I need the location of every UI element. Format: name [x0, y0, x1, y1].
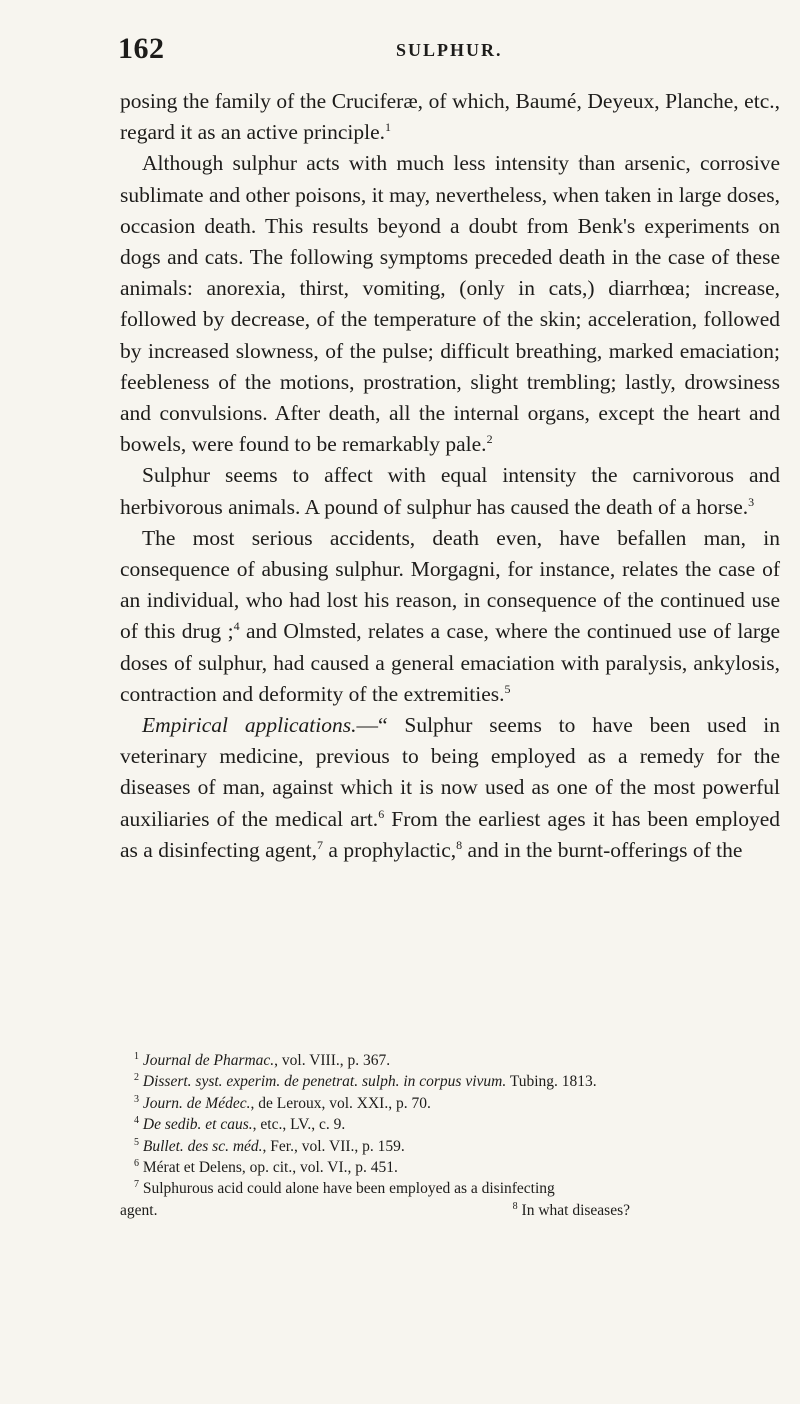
- footnote-ref-1: 1: [385, 120, 392, 135]
- footnote-marker-5: 5: [134, 1136, 139, 1148]
- footnote-5-text: , Fer., vol. VII., p. 159.: [262, 1137, 405, 1155]
- footnote-marker-2: 2: [134, 1072, 139, 1084]
- paragraph-1: [120, 86, 780, 148]
- paragraph-4-text-a: The most serious accidents, death even, have befallen man, in consequence of abusing sulphur. Morgagni, for instance, relates the case of an individual, who had lost his reason, in consequence of the continued use of this drug ;: [120, 525, 780, 644]
- paragraph-3-text: Sulphur seems to affect with equal intensity the carnivorous and herbivorous animals. A pound of sulphur has caused the death of a horse.: [120, 463, 780, 519]
- page-number: 162: [118, 32, 165, 65]
- paragraph-5-text-d: and in the burnt-offerings of the: [462, 837, 743, 862]
- section-heading: Empirical applications.: [142, 713, 357, 738]
- footnote-8: [513, 1200, 780, 1221]
- body-text: [120, 86, 780, 866]
- footnote-1-title: Journal de Pharmac.: [142, 1052, 275, 1069]
- footnote-6: [120, 1157, 780, 1178]
- footnote-ref-3: 3: [748, 494, 755, 509]
- footnote-ref-6: 6: [378, 806, 385, 821]
- paragraph-5: [120, 710, 780, 866]
- footnote-3-text: , de Leroux, vol. XXI., p. 70.: [250, 1094, 431, 1112]
- footnote-4-text: , etc., LV., c. 9.: [252, 1116, 346, 1134]
- footnote-5-title: Bullet. des sc. méd.: [142, 1137, 263, 1155]
- paragraph-3: [120, 460, 780, 522]
- paragraph-5-text-c: a prophylactic,: [323, 837, 457, 862]
- footnote-2-title: Dissert. syst. experim. de penetrat. sulph. in corpus vivum.: [142, 1073, 507, 1091]
- footnote-7-text: Sulphurous acid could alone have been employed as a disinfecting: [142, 1180, 555, 1198]
- footnote-ref-8: 8: [456, 837, 463, 852]
- footnote-2: [120, 1071, 780, 1092]
- footnote-7: [120, 1178, 780, 1199]
- footnote-ref-7: 7: [317, 837, 324, 852]
- page-header: [118, 32, 778, 72]
- footnote-7-continuation: agent.: [120, 1201, 158, 1219]
- footnote-row-last: [120, 1200, 780, 1221]
- footnote-4: [120, 1114, 780, 1135]
- paragraph-2: [120, 148, 780, 460]
- footnote-3-title: Journ. de Médec.: [142, 1094, 251, 1112]
- footnotes: [120, 1050, 780, 1221]
- paragraph-4-text-b: and Olmsted, relates a case, where the continued use of large doses of sulphur, had caused a general emaciation with paralysis, ankylosis, contraction and deformity of the extremities.: [120, 619, 780, 706]
- footnote-8-text: In what diseases?: [521, 1201, 630, 1219]
- footnote-marker-1: 1: [134, 1050, 139, 1062]
- footnote-4-title: De sedib. et caus.: [142, 1116, 253, 1134]
- footnote-1: [120, 1050, 780, 1071]
- footnote-marker-6: 6: [134, 1157, 139, 1169]
- paragraph-5-text-b: From the earliest ages it has been employed as a disinfecting agent,: [120, 806, 781, 862]
- paragraph-5-text-a: —“ Sulphur seems to have been used in veterinary medicine, previous to being employed as a remedy for the diseases of man, against which it is now used as one of the most powerful auxiliaries of the medical art.: [120, 713, 780, 831]
- paragraph-4: [120, 523, 780, 710]
- paragraph-2-text: Although sulphur acts with much less intensity than arsenic, corrosive sublimate and other poisons, it may, nevertheless, when taken in large doses, occasion death. This results beyond a doubt from Benk's experiments on dogs and cats. The following symptoms preceded death in the case of these animals: anorexia, thirst, vomiting, (only in cats,) diarrhœa; increase, followed by decrease, of the temperature of the skin; acceleration, followed by increased slowness, of the pulse; difficult breathing, marked emaciation; feebleness of the motions, prostration, slight trembling; lastly, drowsiness and convulsions. After death, all the internal organs, except the heart and bowels, were found to be remarkably pale.: [120, 151, 780, 457]
- footnote-ref-2: 2: [486, 432, 493, 447]
- paragraph-1-text: posing the family of the Cruciferæ, of which, Baumé, Deyeux, Planche, etc., regard it as an active principle.: [120, 89, 780, 145]
- footnote-marker-7: 7: [134, 1179, 139, 1191]
- footnote-ref-5: 5: [504, 681, 511, 696]
- footnote-marker-4: 4: [134, 1115, 139, 1127]
- footnote-1-text: , vol. VIII., p. 367.: [274, 1052, 391, 1069]
- footnote-5: [120, 1136, 780, 1157]
- footnote-2-text: Tubing. 1813.: [506, 1073, 597, 1091]
- running-head: SULPHUR.: [396, 40, 503, 60]
- footnote-3: [120, 1093, 780, 1114]
- footnote-ref-4: 4: [233, 619, 240, 634]
- footnote-marker-3: 3: [134, 1093, 139, 1105]
- footnote-marker-8: 8: [512, 1200, 518, 1212]
- footnote-6-text: Mérat et Delens, op. cit., vol. VI., p. 451.: [142, 1159, 398, 1177]
